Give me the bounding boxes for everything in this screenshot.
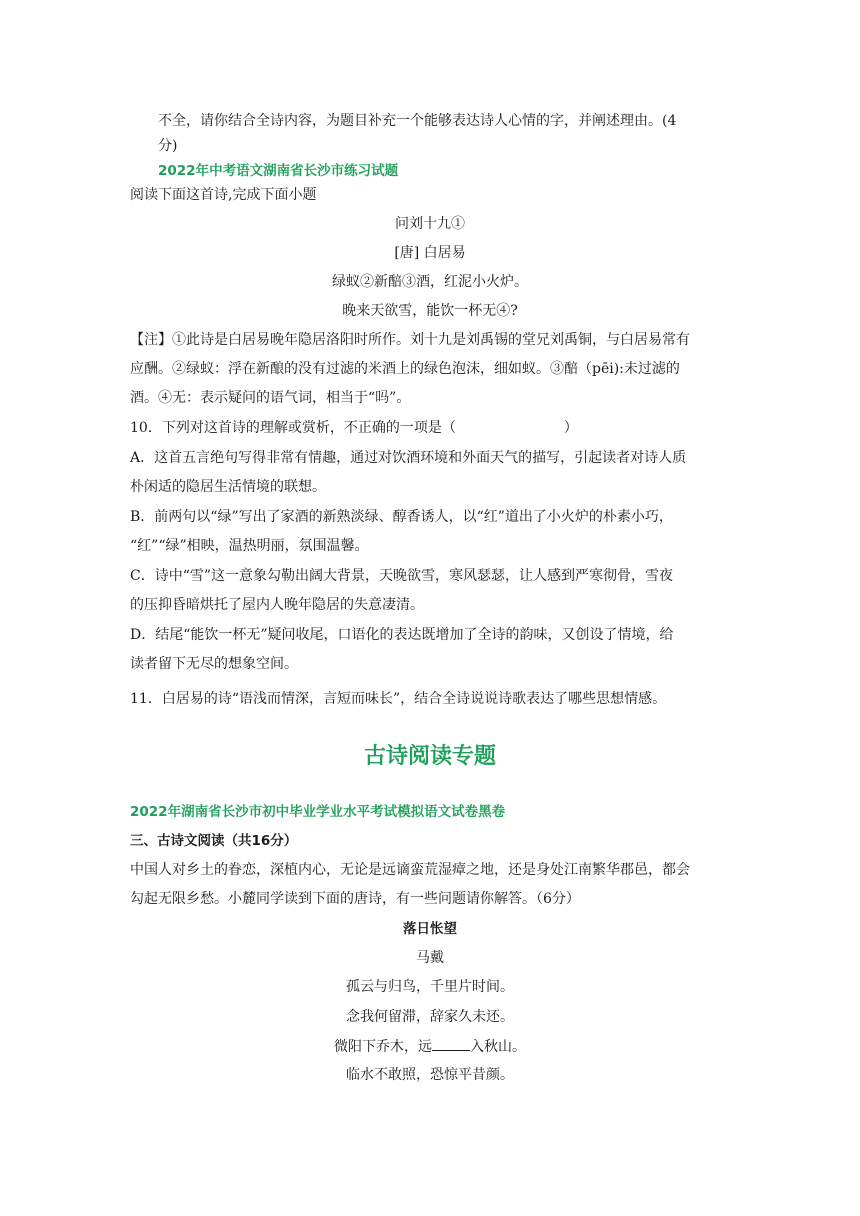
poem2-line-4: 临水不敢照，恐惊平昔颜。 xyxy=(346,1067,514,1083)
poem2-line-2: 念我何留滞，辞家久未还。 xyxy=(346,1009,514,1025)
option-d-line-2: 读者留下无尽的想象空间。 xyxy=(130,656,298,672)
question-10-stem-text: 10．下列对这首诗的理解或赏析，不正确的一项是（ xyxy=(130,420,456,436)
option-a-line-2: 朴闲适的隐居生活情境的联想。 xyxy=(130,479,326,495)
poem2-line-3-end: 入秋山。 xyxy=(470,1039,526,1055)
section2-source-heading: 2022年湖南省长沙市初中毕业学业水平考试模拟语文试卷黑卷 xyxy=(130,804,506,820)
poem1-line-1: 绿蚁②新醅③酒，红泥小火炉。 xyxy=(332,274,528,290)
poem1-author: [唐] 白居易 xyxy=(394,245,466,261)
option-c-line-1: C．诗中“雪”这一意象勾勒出阔大背景，天晚欲雪，寒风瑟瑟，让人感到严寒彻骨，雪夜 xyxy=(130,568,674,584)
section-title: 古诗阅读专题 xyxy=(363,744,496,769)
intro-line-2: 勾起无限乡愁。小麓同学读到下面的唐诗，有一些问题请你解答。（6分） xyxy=(130,891,580,907)
option-c-line-2: 的压抑昏暗烘托了屋内人晚年隐居的失意凄清。 xyxy=(130,597,424,613)
poem2-author: 马戴 xyxy=(416,950,444,966)
poem2-line-1: 孤云与归鸟，千里片时间。 xyxy=(346,979,514,995)
poem2-line-3 xyxy=(130,1036,730,1057)
top-fragment-line-1: 不全，请你结合全诗内容，为题目补充一个能够表达诗人心情的字，并阐述理由。(4 xyxy=(158,113,677,129)
notes-line-1: 【注】①此诗是白居易晚年隐居洛阳时所作。刘十九是刘禹锡的堂兄刘禹铜，与白居易常有 xyxy=(130,332,690,348)
poem2-title: 落日怅望 xyxy=(403,921,457,937)
option-b-line-2: “红”“绿”相映，温热明丽，氛围温馨。 xyxy=(130,538,369,554)
section1-source-heading: 2022年中考语文湖南省长沙市练习试题 xyxy=(158,163,399,179)
fill-in-blank xyxy=(432,1036,470,1051)
poem2-line-3-start: 微阳下乔木，远 xyxy=(334,1039,432,1055)
question-10-stem xyxy=(130,418,578,438)
option-a-line-1: A．这首五言绝句写得非常有情趣，通过对饮酒环境和外面天气的描写，引起读者对诗人质 xyxy=(130,450,687,466)
top-fragment-line-2: 分) xyxy=(158,138,178,154)
intro-line-1: 中国人对乡土的眷恋，深植内心，无论是远谪蛮荒湿瘴之地，还是身处江南繁华郡邑，都会 xyxy=(130,862,690,878)
option-d-line-1: D．结尾“能饮一杯无”疑问收尾，口语化的表达既增加了全诗的韵味，又创设了情境，给 xyxy=(130,627,674,643)
poem1-title: 问刘十九① xyxy=(395,216,465,232)
option-b-line-1: B．前两句以“绿”写出了家酒的新熟淡绿、醇香诱人，以“红”道出了小火炉的朴素小巧， xyxy=(130,509,673,525)
question-11: 11．白居易的诗“语浅而情深，言短而味长”，结合全诗说说诗歌表达了哪些思想情感。 xyxy=(130,691,667,707)
section1-instruction: 阅读下面这首诗,完成下面小题 xyxy=(130,187,317,203)
notes-line-3: 酒。④无：表示疑问的语气词，相当于“吗”。 xyxy=(130,390,411,406)
part-heading: 三、古诗文阅读（共16分） xyxy=(130,833,298,849)
poem1-line-2: 晚来天欲雪，能饮一杯无④? xyxy=(342,303,518,319)
question-10-stem-close: ） xyxy=(563,420,578,436)
notes-line-2: 应酬。②绿蚁：浮在新酿的没有过滤的米酒上的绿色泡沫，细如蚁。③醅（pēi):未过滤的 xyxy=(130,361,680,377)
